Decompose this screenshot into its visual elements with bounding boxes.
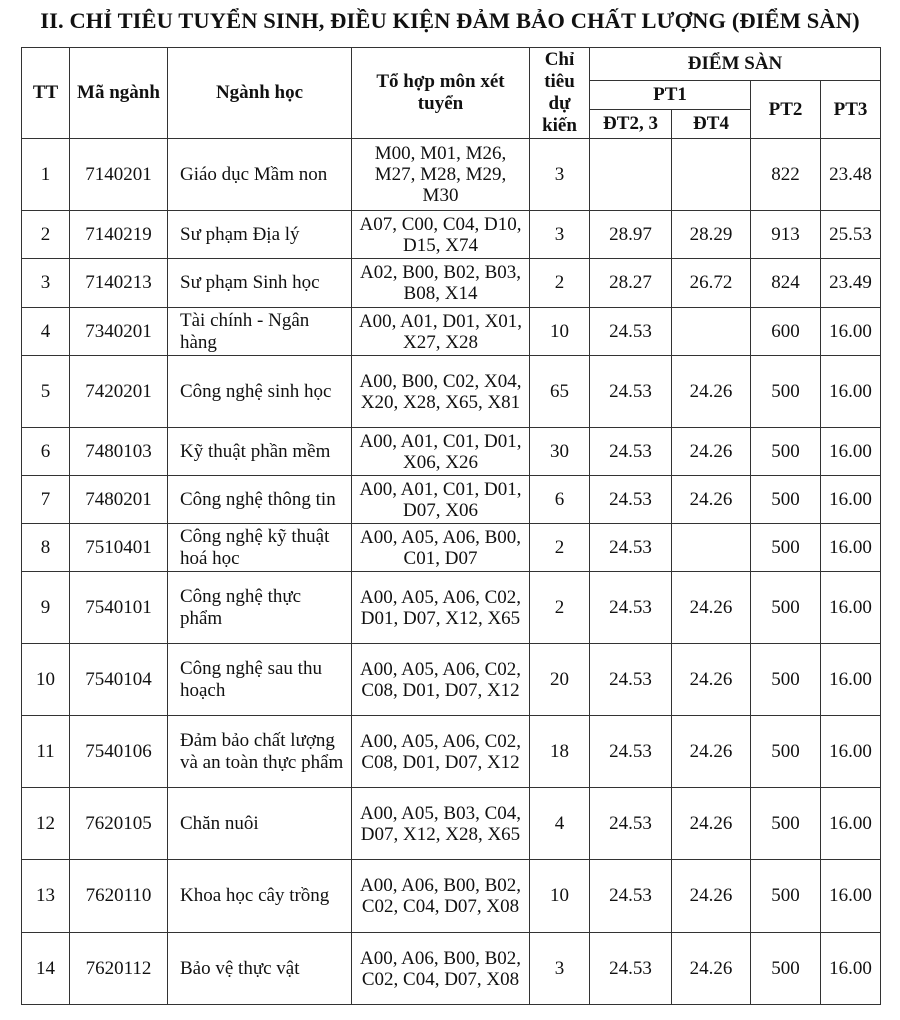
cell-tt: 9 <box>22 572 70 644</box>
cell-ma-nganh: 7540104 <box>70 644 168 716</box>
cell-chi-tieu: 3 <box>530 139 590 211</box>
cell-pt2: 500 <box>751 788 821 860</box>
cell-chi-tieu: 2 <box>530 572 590 644</box>
cell-nganh-hoc: Công nghệ thông tin <box>168 476 352 524</box>
header-pt2: PT2 <box>751 81 821 139</box>
table-row <box>22 716 881 788</box>
cell-dt4: 28.29 <box>672 211 751 259</box>
cell-pt2: 500 <box>751 860 821 933</box>
cell-pt2: 500 <box>751 428 821 476</box>
cell-pt3: 16.00 <box>821 524 881 572</box>
cell-tt: 3 <box>22 259 70 308</box>
table-row <box>22 644 881 716</box>
cell-tt: 2 <box>22 211 70 259</box>
cell-pt3: 16.00 <box>821 428 881 476</box>
cell-dt4 <box>672 524 751 572</box>
cell-ma-nganh: 7140213 <box>70 259 168 308</box>
cell-to-hop: A00, A05, B03, C04, D07, X12, X28, X65 <box>352 788 530 860</box>
cell-to-hop: A00, A05, A06, C02, C08, D01, D07, X12 <box>352 644 530 716</box>
header-ma-nganh: Mã ngành <box>70 48 168 139</box>
table-row <box>22 259 881 308</box>
cell-chi-tieu: 4 <box>530 788 590 860</box>
cell-dt4 <box>672 139 751 211</box>
cell-pt3: 16.00 <box>821 716 881 788</box>
header-pt3: PT3 <box>821 81 881 139</box>
cell-nganh-hoc: Công nghệ thực phẩm <box>168 572 352 644</box>
cell-dt4: 24.26 <box>672 860 751 933</box>
cell-to-hop: A00, A06, B00, B02, C02, C04, D07, X08 <box>352 860 530 933</box>
cell-to-hop: A00, A01, D01, X01, X27, X28 <box>352 308 530 356</box>
cell-tt: 14 <box>22 933 70 1005</box>
cell-chi-tieu: 3 <box>530 933 590 1005</box>
cell-pt3: 16.00 <box>821 356 881 428</box>
table-row <box>22 572 881 644</box>
cell-chi-tieu: 20 <box>530 644 590 716</box>
cell-dt23: 24.53 <box>590 308 672 356</box>
cell-chi-tieu: 2 <box>530 524 590 572</box>
table-row <box>22 524 881 572</box>
cell-chi-tieu: 18 <box>530 716 590 788</box>
cell-dt23: 24.53 <box>590 860 672 933</box>
cell-ma-nganh: 7480103 <box>70 428 168 476</box>
cell-tt: 13 <box>22 860 70 933</box>
cell-pt3: 25.53 <box>821 211 881 259</box>
table-row <box>22 428 881 476</box>
cell-tt: 5 <box>22 356 70 428</box>
cell-pt3: 23.48 <box>821 139 881 211</box>
cell-dt4: 24.26 <box>672 716 751 788</box>
cell-to-hop: A00, A05, A06, C02, D01, D07, X12, X65 <box>352 572 530 644</box>
cell-to-hop: A00, A01, C01, D01, X06, X26 <box>352 428 530 476</box>
cell-to-hop: A00, A06, B00, B02, C02, C04, D07, X08 <box>352 933 530 1005</box>
cell-nganh-hoc: Công nghệ kỹ thuật hoá học <box>168 524 352 572</box>
cell-ma-nganh: 7140219 <box>70 211 168 259</box>
cell-nganh-hoc: Sư phạm Sinh học <box>168 259 352 308</box>
header-to-hop: Tổ hợp môn xét tuyển <box>352 48 530 139</box>
cell-pt2: 500 <box>751 716 821 788</box>
cell-chi-tieu: 2 <box>530 259 590 308</box>
table-body <box>22 139 881 1005</box>
cell-pt3: 16.00 <box>821 572 881 644</box>
cell-dt23: 24.53 <box>590 572 672 644</box>
table-row <box>22 308 881 356</box>
cell-pt3: 16.00 <box>821 476 881 524</box>
cell-nganh-hoc: Sư phạm Địa lý <box>168 211 352 259</box>
cell-tt: 7 <box>22 476 70 524</box>
admission-table <box>21 47 881 1005</box>
header-chi-tieu: Chỉ tiêu dự kiến <box>530 48 590 139</box>
cell-chi-tieu: 65 <box>530 356 590 428</box>
cell-nganh-hoc: Kỹ thuật phần mềm <box>168 428 352 476</box>
cell-nganh-hoc: Đảm bảo chất lượng và an toàn thực phẩm <box>168 716 352 788</box>
cell-tt: 1 <box>22 139 70 211</box>
cell-to-hop: A02, B00, B02, B03, B08, X14 <box>352 259 530 308</box>
cell-nganh-hoc: Chăn nuôi <box>168 788 352 860</box>
cell-nganh-hoc: Công nghệ sau thu hoạch <box>168 644 352 716</box>
cell-dt4: 24.26 <box>672 644 751 716</box>
cell-chi-tieu: 3 <box>530 211 590 259</box>
cell-nganh-hoc: Khoa học cây trồng <box>168 860 352 933</box>
cell-pt3: 23.49 <box>821 259 881 308</box>
cell-pt2: 500 <box>751 644 821 716</box>
cell-ma-nganh: 7620105 <box>70 788 168 860</box>
cell-dt23: 28.97 <box>590 211 672 259</box>
cell-tt: 12 <box>22 788 70 860</box>
cell-dt4: 24.26 <box>672 572 751 644</box>
cell-pt2: 500 <box>751 356 821 428</box>
cell-pt3: 16.00 <box>821 308 881 356</box>
cell-dt23 <box>590 139 672 211</box>
cell-dt4: 26.72 <box>672 259 751 308</box>
header-nganh-hoc: Ngành học <box>168 48 352 139</box>
cell-dt4: 24.26 <box>672 428 751 476</box>
cell-to-hop: A00, B00, C02, X04, X20, X28, X65, X81 <box>352 356 530 428</box>
cell-nganh-hoc: Tài chính - Ngân hàng <box>168 308 352 356</box>
cell-to-hop: A00, A01, C01, D01, D07, X06 <box>352 476 530 524</box>
cell-ma-nganh: 7420201 <box>70 356 168 428</box>
cell-ma-nganh: 7620112 <box>70 933 168 1005</box>
cell-ma-nganh: 7140201 <box>70 139 168 211</box>
cell-tt: 8 <box>22 524 70 572</box>
cell-tt: 4 <box>22 308 70 356</box>
table-row <box>22 139 881 211</box>
cell-pt3: 16.00 <box>821 860 881 933</box>
cell-nganh-hoc: Bảo vệ thực vật <box>168 933 352 1005</box>
cell-dt4: 24.26 <box>672 476 751 524</box>
table-row <box>22 788 881 860</box>
cell-tt: 6 <box>22 428 70 476</box>
cell-ma-nganh: 7480201 <box>70 476 168 524</box>
cell-dt4: 24.26 <box>672 788 751 860</box>
cell-pt2: 600 <box>751 308 821 356</box>
cell-dt23: 24.53 <box>590 716 672 788</box>
cell-chi-tieu: 10 <box>530 860 590 933</box>
cell-ma-nganh: 7340201 <box>70 308 168 356</box>
cell-tt: 11 <box>22 716 70 788</box>
cell-ma-nganh: 7510401 <box>70 524 168 572</box>
cell-pt2: 500 <box>751 524 821 572</box>
cell-tt: 10 <box>22 644 70 716</box>
cell-nganh-hoc: Giáo dục Mầm non <box>168 139 352 211</box>
table-row <box>22 860 881 933</box>
cell-to-hop: A00, A05, A06, C02, C08, D01, D07, X12 <box>352 716 530 788</box>
cell-pt2: 822 <box>751 139 821 211</box>
cell-pt3: 16.00 <box>821 644 881 716</box>
cell-to-hop: A07, C00, C04, D10, D15, X74 <box>352 211 530 259</box>
cell-dt23: 24.53 <box>590 933 672 1005</box>
header-diem-san: ĐIỂM SÀN <box>590 48 881 81</box>
cell-chi-tieu: 6 <box>530 476 590 524</box>
cell-pt3: 16.00 <box>821 788 881 860</box>
cell-dt23: 28.27 <box>590 259 672 308</box>
cell-chi-tieu: 10 <box>530 308 590 356</box>
cell-pt2: 500 <box>751 572 821 644</box>
cell-ma-nganh: 7540101 <box>70 572 168 644</box>
table-row <box>22 356 881 428</box>
header-pt1: PT1 <box>590 81 751 110</box>
cell-pt2: 824 <box>751 259 821 308</box>
cell-chi-tieu: 30 <box>530 428 590 476</box>
table-row <box>22 211 881 259</box>
header-tt: TT <box>22 48 70 139</box>
cell-dt23: 24.53 <box>590 356 672 428</box>
cell-pt2: 500 <box>751 933 821 1005</box>
cell-pt3: 16.00 <box>821 933 881 1005</box>
table-header <box>22 48 881 139</box>
cell-to-hop: M00, M01, M26, M27, M28, M29, M30 <box>352 139 530 211</box>
table-row <box>22 933 881 1005</box>
header-dt23: ĐT2, 3 <box>590 110 672 139</box>
cell-dt4 <box>672 308 751 356</box>
cell-nganh-hoc: Công nghệ sinh học <box>168 356 352 428</box>
cell-to-hop: A00, A05, A06, B00, C01, D07 <box>352 524 530 572</box>
cell-dt23: 24.53 <box>590 476 672 524</box>
cell-ma-nganh: 7620110 <box>70 860 168 933</box>
cell-pt2: 500 <box>751 476 821 524</box>
cell-dt4: 24.26 <box>672 933 751 1005</box>
cell-dt23: 24.53 <box>590 428 672 476</box>
cell-dt4: 24.26 <box>672 356 751 428</box>
document-title: II. CHỈ TIÊU TUYỂN SINH, ĐIỀU KIỆN ĐẢM BẢO CHẤT LƯỢNG (ĐIỂM SÀN) <box>40 8 860 33</box>
cell-dt23: 24.53 <box>590 644 672 716</box>
cell-pt2: 913 <box>751 211 821 259</box>
header-dt4: ĐT4 <box>672 110 751 139</box>
cell-ma-nganh: 7540106 <box>70 716 168 788</box>
table-row <box>22 476 881 524</box>
cell-dt23: 24.53 <box>590 788 672 860</box>
cell-dt23: 24.53 <box>590 524 672 572</box>
